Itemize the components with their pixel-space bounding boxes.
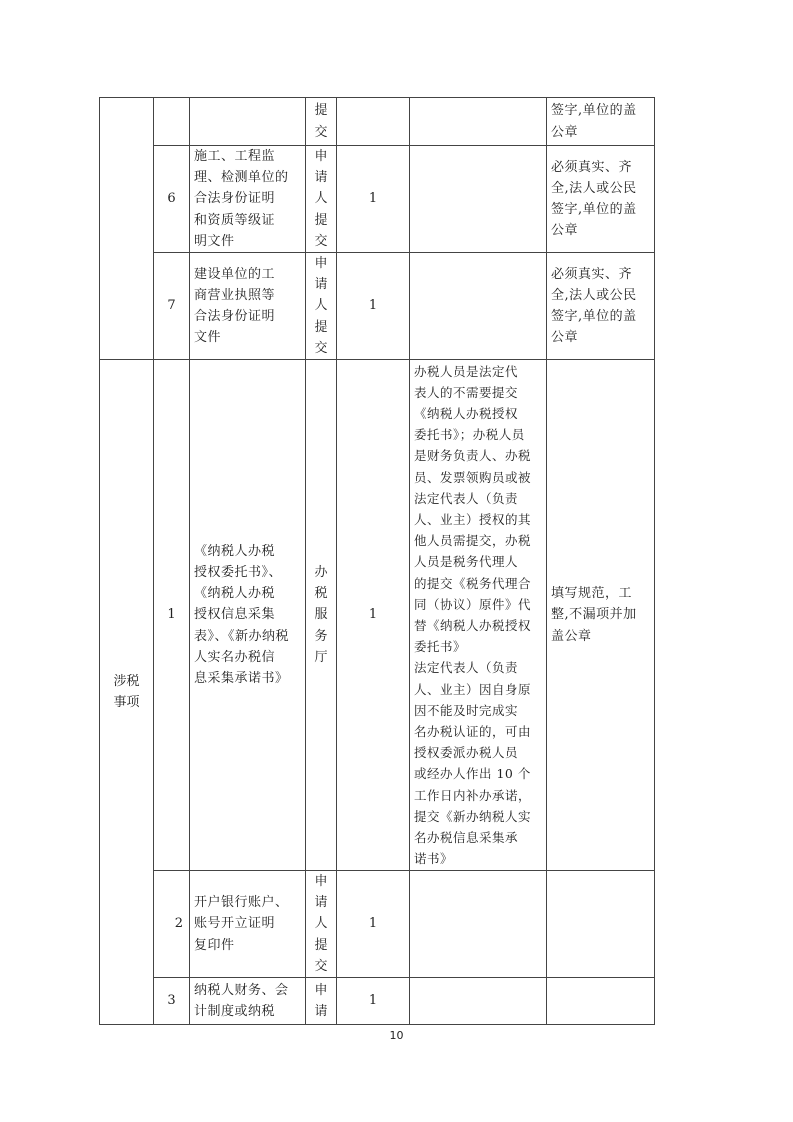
table-row — [100, 253, 655, 360]
note — [410, 98, 547, 146]
note — [410, 978, 547, 1025]
copies: 1 — [337, 360, 410, 871]
tax-category-cell: 涉税 事项 — [100, 360, 154, 1025]
copies: 1 — [337, 253, 410, 360]
material-source: 申 请 人 提 交 — [306, 253, 337, 360]
note — [410, 253, 547, 360]
material-name: 开户银行账户、 账号开立证明 复印件 — [190, 871, 306, 978]
page-number: 10 — [389, 1029, 404, 1042]
row-number: 2 — [154, 871, 190, 978]
material-source: 申 请 人 提 交 — [306, 146, 337, 253]
material-source: 申 请 人 提 交 — [306, 871, 337, 978]
note — [410, 871, 547, 978]
table-row — [100, 146, 655, 253]
note — [410, 146, 547, 253]
material-name: 建设单位的工 商营业执照等 合法身份证明 文件 — [190, 253, 306, 360]
requirement: 签字,单位的盖 公章 — [547, 98, 655, 146]
row-number — [154, 98, 190, 146]
copies: 1 — [337, 146, 410, 253]
material-name: 《纳税人办税 授权委托书》、 《纳税人办税 授权信息采集 表》、《新办纳税 人实名办税信 息采集承诺书》 — [190, 360, 306, 871]
requirement — [547, 978, 655, 1025]
row-number: 3 — [154, 978, 190, 1025]
copies: 1 — [337, 978, 410, 1025]
material-name — [190, 98, 306, 146]
requirement: 必须真实、齐 全,法人或公民 签字,单位的盖 公章 — [547, 146, 655, 253]
table-row — [100, 360, 655, 871]
copies: 1 — [337, 871, 410, 978]
row-number: 7 — [154, 253, 190, 360]
table-row — [100, 98, 655, 146]
requirement — [547, 871, 655, 978]
material-name: 施工、工程监 理、检测单位的 合法身份证明 和资质等级证 明文件 — [190, 146, 306, 253]
category-cell — [100, 98, 154, 360]
material-source: 申 请 — [306, 978, 337, 1025]
table-row — [100, 978, 655, 1025]
requirement: 填写规范，工 整,不漏项并加 盖公章 — [547, 360, 655, 871]
material-source: 办 税 服 务 厅 — [306, 360, 337, 871]
row-number: 1 — [154, 360, 190, 871]
materials-table — [99, 97, 655, 1025]
material-source: 提 交 — [306, 98, 337, 146]
table-row — [100, 871, 655, 978]
copies — [337, 98, 410, 146]
note: 办税人员是法定代 表人的不需要提交 《纳税人办税授权 委托书》；办税人员 是财务负责人、办税 员、发票领购员或被 法定代表人（负责 人、业主）授权的其 他人员需提交，办税 人员是税务代理人 的提交《税务代理合 同（协议）原件》代 替《纳税人办税授权 委托书》 法定代表人（负责 人、业主）因自身原 因不能及时完成实 名办税认证的，可由 授权委派办税人员 或经办人作出 10 个 工作日内补办承诺， 提交《新办纳税人实 名办税信息采集承 诺书》 — [410, 360, 547, 871]
material-name: 纳税人财务、会 计制度或纳税 — [190, 978, 306, 1025]
requirement: 必须真实、齐 全,法人或公民 签字,单位的盖 公章 — [547, 253, 655, 360]
row-number: 6 — [154, 146, 190, 253]
